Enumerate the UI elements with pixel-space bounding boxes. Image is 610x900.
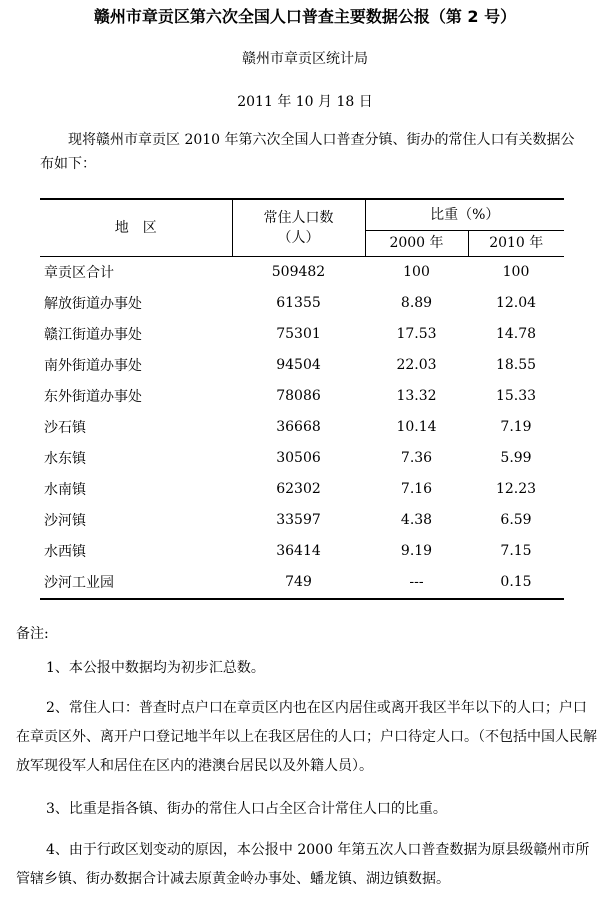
region-cell: 解放街道办事处 [44,296,142,312]
share-2010-cell: 5.99 [500,450,532,466]
population-cell: 61355 [276,295,321,311]
share-2010-cell: 100 [502,264,530,280]
header-year-2000: 2000 年 [365,230,468,256]
share-2010-cell: 0.15 [468,567,564,599]
share-2000-cell: 13.32 [396,388,437,404]
population-cell: 33597 [276,512,321,528]
table-row [40,288,564,319]
share-2010-cell: 18.55 [495,357,537,373]
population-cell: 36414 [276,543,321,559]
table-row [40,505,564,536]
note-3: 3、比重是指各镇、街办的常住人口占全区合计常住人口的比重。 [46,801,447,817]
share-2000-cell: 8.89 [400,295,433,311]
header-population-label: 常住人口数 [263,209,334,226]
share-2000-cell: 9.19 [400,543,433,559]
table-row [40,443,564,474]
share-2010-cell: 12.04 [495,295,537,311]
share-2000-cell: --- [365,567,468,599]
region-cell: 沙河镇 [44,513,86,529]
share-2010-cell: 6.59 [500,512,532,528]
population-cell: 94504 [276,357,321,373]
share-2000-cell: 100 [403,264,430,280]
intro-paragraph: 现将赣州市章贡区 2010 年第六次全国人口普查分镇、街办的常住人口有关数据公布如下： [40,132,575,172]
share-2010-cell: 14.78 [495,326,537,342]
header-population [232,199,365,256]
table-row [40,350,564,381]
notes-heading: 备注: [16,626,49,642]
table-row [40,412,564,443]
region-cell: 沙河工业园 [40,567,232,599]
region-cell: 水东镇 [44,451,86,467]
share-2000-cell: 7.36 [400,450,433,466]
table-row [40,536,564,567]
table-row [40,256,564,288]
header-year-2010: 2010 年 [468,230,564,256]
region-cell: 沙石镇 [44,420,86,436]
region-cell: 南外街道办事处 [44,358,142,374]
header-share: 比重（%） [365,199,564,230]
share-2000-cell: 22.03 [396,357,437,373]
table-row [40,474,564,505]
share-2000-cell: 4.38 [400,512,433,528]
note-4: 4、由于行政区划变动的原因，本公报中 2000 年第五次人口普查数据为原县级赣州市所管辖乡镇、街办数据合计减去原黄金岭办事处、蟠龙镇、湖边镇数据。 [16,842,590,887]
share-2000-cell: 17.53 [396,326,437,342]
share-2000-cell: 10.14 [396,419,437,435]
region-cell: 章贡区合计 [44,265,114,281]
table-row [40,567,564,599]
table-row [40,381,564,412]
note-2: 2、常住人口：普查时点户口在章贡区内也在区内居住或离开我区半年以下的人口；户口在章贡区外、离开户口登记地半年以上在我区居住的人口；户口待定人口。（不包括中国人民解放军现役军人和居住在区内的港澳台居民以及外籍人员）。 [16,700,597,774]
region-cell: 赣江街道办事处 [44,327,142,343]
issuer: 赣州市章贡区统计局 [242,51,368,67]
report-title: 赣州市章贡区第六次全国人口普查主要数据公报（第 2 号） [93,7,517,26]
share-2010-cell: 7.19 [500,419,532,435]
table-row [40,319,564,350]
header-region: 地 区 [40,199,232,256]
region-cell: 水南镇 [44,482,86,498]
share-2010-cell: 12.23 [495,481,537,497]
share-2000-cell: 7.16 [400,481,433,497]
publish-date: 2011 年 10 月 18 日 [237,94,373,110]
population-cell: 62302 [276,481,321,497]
population-cell: 36668 [276,419,321,435]
share-2010-cell: 15.33 [495,388,537,404]
note-1: 1、本公报中数据均为初步汇总数。 [46,660,265,676]
share-2010-cell: 7.15 [500,543,532,559]
population-table [40,198,564,600]
population-cell: 509482 [271,264,326,280]
region-cell: 水西镇 [44,544,86,560]
population-cell: 30506 [276,450,321,466]
population-cell: 749 [232,567,365,599]
header-population-unit: （人） [277,229,320,246]
population-cell: 78086 [276,388,321,404]
population-cell: 75301 [276,326,321,342]
region-cell: 东外街道办事处 [44,389,142,405]
